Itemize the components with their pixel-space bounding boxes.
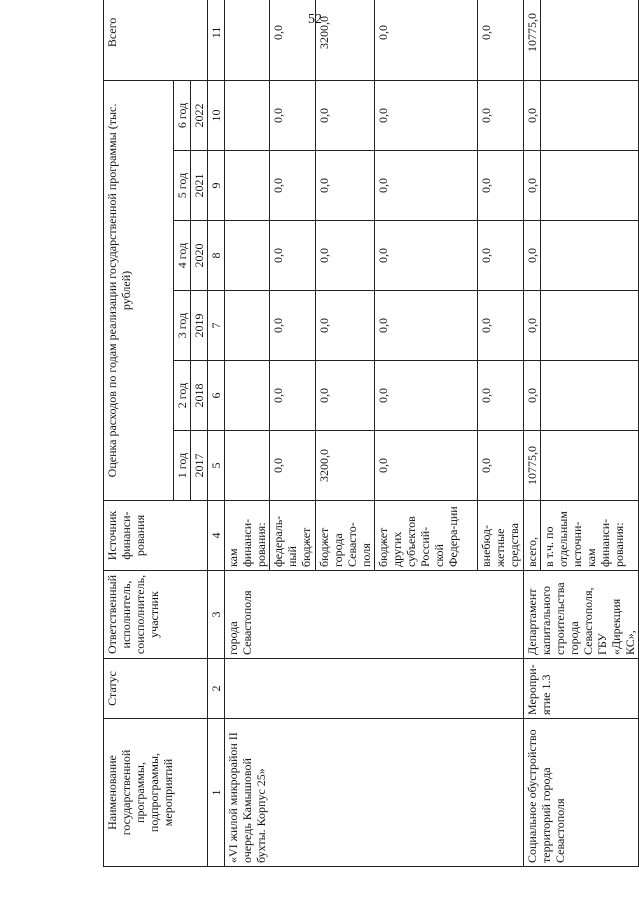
value-cell: 0,0 (270, 361, 316, 431)
value-cell: 0,0 (316, 80, 375, 150)
value-cell (225, 361, 270, 431)
header-executor: Ответственный исполнитель, соисполнитель, участник (104, 571, 208, 659)
year-label: 6 год (174, 80, 191, 150)
year-value: 2017 (191, 431, 208, 501)
header-source: Источник финанси-рования (104, 501, 208, 571)
value-cell: 0,0 (478, 361, 524, 431)
year-label: 1 год (174, 431, 191, 501)
value-cell: 0,0 (478, 80, 524, 150)
total-cell (541, 0, 639, 80)
program-status: Меропри-ятие 1.3 (524, 659, 639, 719)
total-cell: 10775,0 (524, 0, 541, 80)
value-cell: 0,0 (375, 361, 478, 431)
value-cell: 0,0 (478, 151, 524, 221)
funding-source: бюджет других субъектов Россий-ской Федера-ции (375, 501, 478, 571)
header-status: Статус (104, 659, 208, 719)
funding-source: внебюд-жетные средства (478, 501, 524, 571)
financing-table (103, 0, 639, 867)
column-number: 8 (208, 221, 225, 291)
column-number: 2 (208, 659, 225, 719)
year-value: 2021 (191, 151, 208, 221)
value-cell: 0,0 (375, 221, 478, 291)
value-cell: 0,0 (524, 221, 541, 291)
funding-source: бюджет города Севасто-поля (316, 501, 375, 571)
value-cell: 0,0 (375, 80, 478, 150)
total-cell: 0,0 (270, 0, 316, 80)
column-number: 9 (208, 151, 225, 221)
year-label: 3 год (174, 291, 191, 361)
value-cell: 3200,0 (316, 431, 375, 501)
year-label: 5 год (174, 151, 191, 221)
program-executor: Департамент капитального строительства города Севастополя, ГБУ «Дирекция КС», (524, 571, 639, 659)
funding-source: кам финанси-рования: (225, 501, 270, 571)
header-name: Наименование государственной программы, подпрограммы, мероприятий (104, 719, 208, 867)
value-cell: 0,0 (478, 291, 524, 361)
column-number: 7 (208, 291, 225, 361)
value-cell (225, 151, 270, 221)
value-cell (541, 151, 639, 221)
total-cell: 3200,0 (316, 0, 375, 80)
value-cell: 0,0 (524, 291, 541, 361)
value-cell: 0,0 (478, 431, 524, 501)
value-cell (541, 431, 639, 501)
value-cell: 0,0 (316, 221, 375, 291)
value-cell: 0,0 (375, 431, 478, 501)
value-cell: 0,0 (524, 361, 541, 431)
funding-source: федераль-ный бюджет (270, 501, 316, 571)
value-cell: 0,0 (524, 80, 541, 150)
value-cell (541, 221, 639, 291)
value-cell: 10775,0 (524, 431, 541, 501)
column-number: 11 (208, 0, 225, 80)
year-value: 2018 (191, 361, 208, 431)
column-number: 1 (208, 719, 225, 867)
value-cell (541, 80, 639, 150)
page-number: 52 (308, 12, 322, 27)
year-value: 2022 (191, 80, 208, 150)
column-number: 10 (208, 80, 225, 150)
funding-source: в т.ч. по отдельным источни-кам финанси-рования: (541, 501, 639, 571)
year-value: 2020 (191, 221, 208, 291)
total-cell (225, 0, 270, 80)
column-number: 4 (208, 501, 225, 571)
value-cell (541, 361, 639, 431)
value-cell: 0,0 (316, 361, 375, 431)
funding-source: всего, (524, 501, 541, 571)
value-cell (541, 291, 639, 361)
header-estimate: Оценка расходов по годам реализации государственной программы (тыс. рублей) (104, 80, 174, 500)
year-value: 2019 (191, 291, 208, 361)
column-number: 3 (208, 571, 225, 659)
value-cell: 0,0 (270, 291, 316, 361)
value-cell: 0,0 (316, 291, 375, 361)
value-cell: 0,0 (478, 221, 524, 291)
value-cell: 0,0 (375, 291, 478, 361)
value-cell: 0,0 (316, 151, 375, 221)
program-name: Социальное обустройство территорий города Севастополя (524, 719, 639, 867)
value-cell: 0,0 (270, 431, 316, 501)
value-cell: 0,0 (270, 80, 316, 150)
value-cell (225, 80, 270, 150)
header-total: Всего (104, 0, 208, 80)
value-cell (225, 291, 270, 361)
program-status (225, 659, 524, 719)
value-cell: 0,0 (270, 151, 316, 221)
total-cell: 0,0 (478, 0, 524, 80)
value-cell: 0,0 (270, 221, 316, 291)
value-cell: 0,0 (375, 151, 478, 221)
column-number: 6 (208, 361, 225, 431)
value-cell (225, 221, 270, 291)
year-label: 2 год (174, 361, 191, 431)
total-cell: 0,0 (375, 0, 478, 80)
year-label: 4 год (174, 221, 191, 291)
column-number: 5 (208, 431, 225, 501)
value-cell: 0,0 (524, 151, 541, 221)
program-name: «VI жилой микрорайон II очередь Камышовой бухты. Корпус 25» (225, 719, 524, 867)
value-cell (225, 431, 270, 501)
program-executor: города Севастополя (225, 571, 524, 659)
